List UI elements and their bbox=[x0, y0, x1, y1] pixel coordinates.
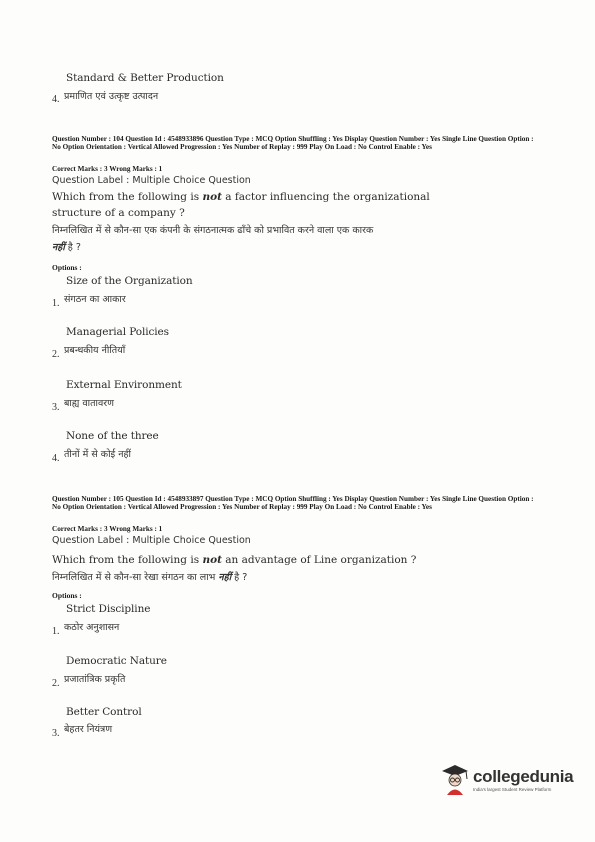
q104-text-post: a factor influencing the organizational bbox=[221, 191, 430, 203]
collegedunia-logo bbox=[440, 762, 573, 796]
prev-option-4-hindi: प्रमाणित एवं उत्कृष्ट उत्पादन bbox=[64, 91, 159, 102]
prev-option-4-text: Standard & Better Production bbox=[66, 72, 224, 84]
q105-hindi-emphasis: नहीं bbox=[218, 572, 232, 583]
q105-option-1-number: 1. bbox=[52, 626, 60, 637]
q104-option-2-text: Managerial Policies bbox=[66, 326, 169, 338]
q104-option-3-hindi: बाह्य वातावरण bbox=[64, 398, 115, 409]
q105-question-text bbox=[52, 554, 416, 566]
q105-option-1-text: Strict Discipline bbox=[66, 603, 151, 615]
q105-metadata: Question Number : 105 Question Id : 4548933897 Question Type : MCQ Option Shuffling : Yes Display Question Number : Yes Single Line Question Option : No Option Orientation : Vertical Allowed Progression : Yes Number of Replay : 999 Play On Load : No Control Enable : Yes bbox=[52, 495, 534, 512]
q105-text-emphasis: not bbox=[202, 554, 222, 566]
q104-hindi-emphasis: नहीं bbox=[52, 242, 65, 253]
q104-question-hindi: निम्नलिखित में से कौन-सा एक कंपनी के संगठनात्मक ढाँचे को प्रभावित करने वाला एक कारक bbox=[52, 225, 374, 236]
q104-question-text-line2: structure of a company ? bbox=[52, 207, 185, 219]
q105-text-post: an advantage of Line organization ? bbox=[221, 554, 417, 566]
q104-option-1-number: 1. bbox=[52, 298, 60, 309]
q104-marks: Correct Marks : 3 Wrong Marks : 1 bbox=[52, 165, 163, 173]
q104-option-4-text: None of the three bbox=[66, 430, 159, 442]
q105-option-2-hindi: प्रजातांत्रिक प्रकृति bbox=[64, 674, 126, 685]
q104-option-2-number: 2. bbox=[52, 349, 60, 360]
q105-text-pre: Which from the following is bbox=[52, 554, 203, 566]
q104-option-1-hindi: संगठन का आकार bbox=[64, 294, 126, 305]
q105-question-hindi bbox=[52, 570, 247, 583]
q104-option-4-number: 4. bbox=[52, 453, 60, 464]
q105-option-3-hindi: बेहतर नियंत्रण bbox=[64, 724, 113, 735]
q105-question-label: Question Label : Multiple Choice Question bbox=[52, 535, 251, 546]
logo-name: collegedunia bbox=[473, 766, 574, 786]
q105-hindi-post: है ? bbox=[231, 572, 248, 583]
q105-option-1-hindi: कठोर अनुशासन bbox=[64, 622, 120, 633]
q104-option-3-number: 3. bbox=[52, 402, 60, 413]
q104-options-heading: Options : bbox=[52, 263, 82, 272]
q105-options-heading: Options : bbox=[52, 591, 82, 600]
q104-option-2-hindi: प्रबन्धकीय नीतियाँ bbox=[64, 345, 126, 356]
q104-text-pre: Which from the following is bbox=[52, 191, 203, 203]
graduate-mascot-icon bbox=[440, 762, 470, 796]
q104-question-label: Question Label : Multiple Choice Question bbox=[52, 175, 251, 186]
q104-question-text bbox=[52, 191, 430, 203]
q105-marks: Correct Marks : 3 Wrong Marks : 1 bbox=[52, 525, 163, 533]
prev-option-4-number: 4. bbox=[52, 94, 60, 105]
q104-option-4-hindi: तीनों में से कोई नहीं bbox=[64, 449, 131, 460]
q104-option-3-text: External Environment bbox=[66, 379, 182, 391]
q104-text-emphasis: not bbox=[202, 191, 222, 203]
q105-option-2-number: 2. bbox=[52, 678, 60, 689]
q104-hindi-post: है ? bbox=[64, 242, 81, 253]
q104-metadata: Question Number : 104 Question Id : 4548933896 Question Type : MCQ Option Shuffling : Yes Display Question Number : Yes Single Line Question Option : No Option Orientation : Vertical Allowed Progression : Yes Number of Replay : 999 Play On Load : No Control Enable : Yes bbox=[52, 135, 534, 152]
q105-hindi-pre: निम्नलिखित में से कौन-सा रेखा संगठन का लाभ bbox=[52, 572, 219, 583]
q105-option-3-number: 3. bbox=[52, 728, 60, 739]
logo-tagline: India's largest Student Review Platform bbox=[473, 786, 552, 792]
q105-option-3-text: Better Control bbox=[66, 706, 142, 718]
q105-option-2-text: Democratic Nature bbox=[66, 655, 167, 667]
q104-question-hindi-line2 bbox=[52, 240, 81, 253]
q104-option-1-text: Size of the Organization bbox=[66, 275, 193, 287]
